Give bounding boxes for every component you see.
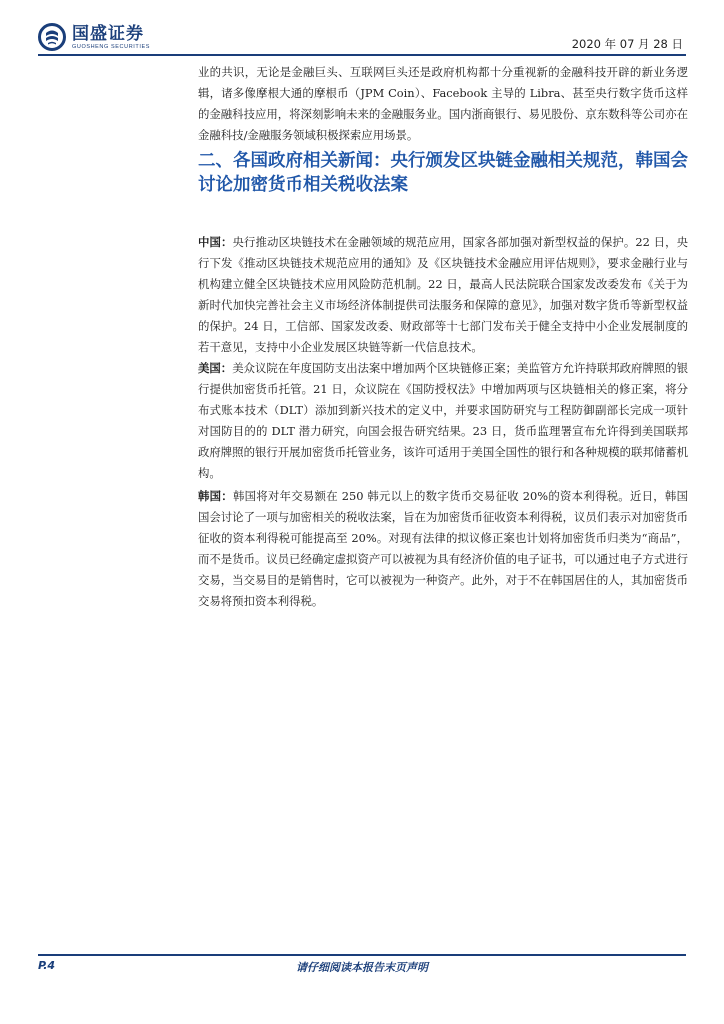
news-label-china: 中国： <box>198 235 233 249</box>
news-label-korea: 韩国： <box>198 489 233 503</box>
news-korea <box>198 486 688 612</box>
news-china <box>198 232 688 358</box>
news-text-china: 央行推动区块链技术在金融领域的规范应用，国家各部加强对新型权益的保护。22 日，央行下发《推动区块链技术规范应用的通知》及《区块链技术金融应用评估规则》，要求金融行业与机构建立健全区块链技术应用风险防范机制。22 日，最高人民法院联合国家发改委发布《关于为新时代加快完善社会主义市场经济体制提供司法服务和保障的意见》，加强对数字货币等新型权益的保护。24 日，工信部、国家发改委、财政部等十七部门发布关于健全支持中小企业发展制度的若干意见，支持中小企业发展区块链等新一代信息技术。 <box>198 235 688 354</box>
logo-chinese-name: 国盛证券 <box>72 23 144 44</box>
report-date: 2020 年 07 月 28 日 <box>571 37 683 51</box>
intro-paragraph <box>198 62 688 146</box>
page-number: P.4 <box>38 959 56 972</box>
news-usa <box>198 358 688 484</box>
section-title: 二、各国政府相关新闻：央行颁发区块链金融相关规范，韩国会讨论加密货币相关税收法案 <box>198 151 688 195</box>
news-text-korea: 韩国将对年交易额在 250 韩元以上的数字货币交易征收 20%的资本利得税。近日，韩国国会讨论了一项与加密相关的税收法案，旨在为加密货币征收资本利得税，议员们表示对加密货币征收的资本利得税可能提高至 20%。对现有法律的拟议修正案也计划将加密货币归类为“商品”，而不是货币。议员已经确定虚拟资产可以被视为具有经济价值的电子证书，可以通过电子方式进行交易，当交易目的是销售时，它可以被视为一种资产。此外，对于不在韩国居住的人，其加密货币交易将预扣资本利得税。 <box>198 489 688 608</box>
guosheng-logo-icon <box>38 23 66 51</box>
footer-divider <box>38 954 686 956</box>
intro-text: 业的共识，无论是金融巨头、互联网巨头还是政府机构都十分重视新的金融科技开辟的新业务逻辑，诸多像摩根大通的摩根币（JPM Coin）、Facebook 主导的 Libra、甚至央行数字货币这样的金融科技应用，将深刻影响未来的金融服务业。国内浙商银行、易见股份、京东数科等公司亦在金融科技/金融服务领域积极探索应用场景。 <box>198 65 688 142</box>
page-header <box>0 0 724 60</box>
header-divider <box>38 54 686 56</box>
company-logo <box>38 20 150 54</box>
news-text-usa: 美众议院在年度国防支出法案中增加两个区块链修正案；美监管方允许持联邦政府牌照的银行提供加密货币托管。21 日，众议院在《国防授权法》中增加两项与区块链相关的修正案，将分布式账本技术（DLT）添加到新兴技术的定义中，并要求国防研究与工程防御副部长完成一项针对国防目的的 DLT 潜力研究，向国会报告研究结果。23 日，货币监理署宣布允许得到美国联邦政府牌照的银行开展加密货币托管业务，该许可适用于美国全国性的银行和各种规模的联邦储蓄机构。 <box>198 361 688 480</box>
footer-disclaimer: 请仔细阅读本报告末页声明 <box>296 961 428 974</box>
logo-english-name: GUOSHENG SECURITIES <box>72 43 151 50</box>
news-label-usa: 美国： <box>198 361 233 375</box>
